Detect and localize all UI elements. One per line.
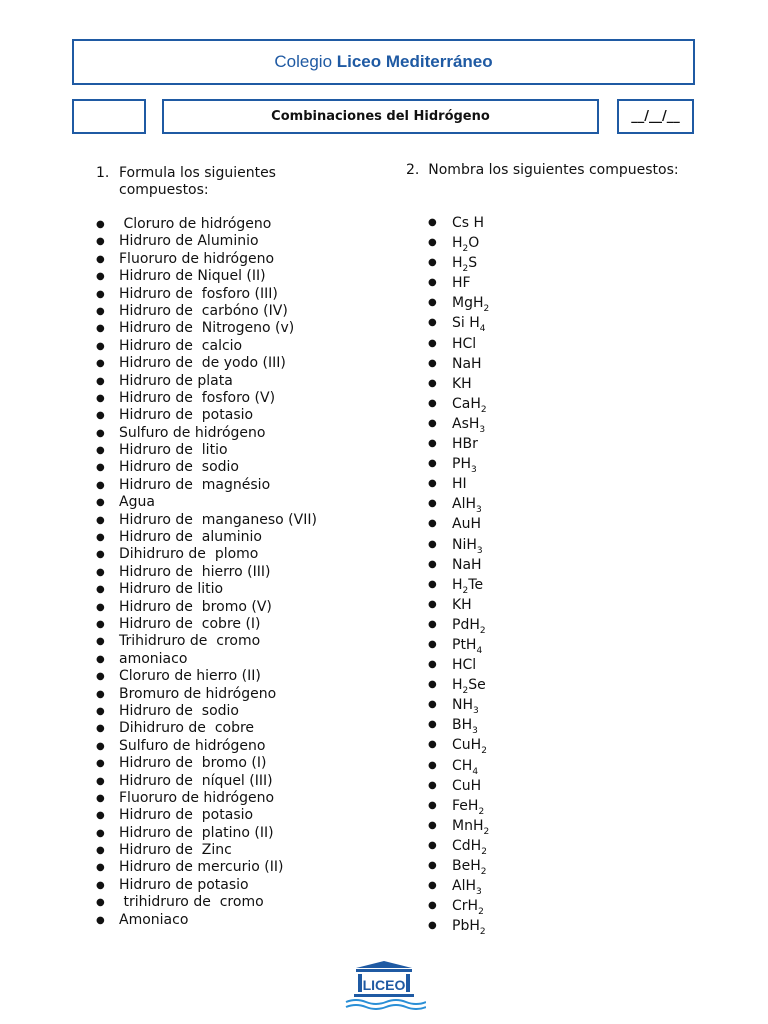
formula-item <box>428 474 489 494</box>
bullet-icon: ● <box>428 638 437 650</box>
bullet-icon: ● <box>96 410 105 422</box>
compound-name-text: Hidruro de Nitrogeno (v) <box>119 320 295 337</box>
bullet-icon: ● <box>428 438 437 450</box>
bullet-icon: ● <box>428 337 437 349</box>
compound-name-item <box>96 633 317 650</box>
formula-item <box>428 896 489 916</box>
compound-name-text: Hidruro de sodio <box>119 459 239 476</box>
compound-name-text: Sulfuro de hidrógeno <box>119 737 266 754</box>
formula-item <box>428 374 489 394</box>
bullet-icon: ● <box>428 860 437 871</box>
bullet-icon: ● <box>428 880 437 892</box>
formula-text: AlH$_3$ <box>452 496 482 516</box>
compound-name-item <box>96 755 317 772</box>
compound-name-text: Cloruro de hierro (II) <box>119 668 261 685</box>
bullet-icon: ● <box>428 538 437 550</box>
compound-name-item <box>96 373 317 390</box>
formula-text: AlH$_3$ <box>452 878 482 897</box>
school-logo-icon <box>342 960 426 1010</box>
compound-name-text: Hidruro de aluminio <box>119 529 262 546</box>
bullet-icon: ● <box>428 458 437 470</box>
bullet-icon: ● <box>96 479 105 491</box>
bullet-icon: ● <box>96 236 105 248</box>
formula-item <box>428 334 489 354</box>
compound-name-item <box>96 442 317 459</box>
bullet-icon: ● <box>96 427 105 439</box>
formula-text: MnH$_2$ <box>452 817 490 837</box>
bullet-icon: ● <box>428 920 437 932</box>
formula-text: AsH$_3$ <box>452 415 486 435</box>
date-box <box>617 99 694 134</box>
bullet-icon: ● <box>428 518 437 530</box>
bullet-icon: ● <box>96 897 105 909</box>
bullet-icon: ● <box>96 827 105 839</box>
bullet-icon: ● <box>428 498 437 510</box>
formula-item <box>428 394 489 414</box>
formula-text: $H_2Te$ <box>452 576 484 596</box>
compound-name-item <box>96 546 317 563</box>
bullet-icon: ● <box>96 462 105 474</box>
compound-name-text: Hidruro de bromo (V) <box>119 598 272 615</box>
bullet-icon: ● <box>96 566 105 578</box>
compound-name-item <box>96 825 317 842</box>
formula-item <box>428 735 489 755</box>
compound-name-text: Hidruro de platino (II) <box>119 824 274 841</box>
section1-instruction: Formula los siguientes compuestos: <box>119 165 276 198</box>
formula-item <box>428 233 489 253</box>
bullet-icon: ● <box>428 679 437 691</box>
formulas-list <box>428 213 489 936</box>
compound-name-item <box>96 894 317 911</box>
bullet-icon: ● <box>96 358 105 370</box>
bullet-icon: ● <box>428 739 437 751</box>
compound-name-text: Amoniaco <box>119 911 189 928</box>
compound-name-item <box>96 877 317 894</box>
formula-item <box>428 293 489 313</box>
compound-name-text: Hidruro de Zinc <box>119 842 232 859</box>
compound-name-text: Hidruro de magnésio <box>119 476 271 493</box>
bullet-icon: ● <box>428 297 437 309</box>
compound-name-item <box>96 320 317 337</box>
formula-text: CrH$_2$ <box>452 898 484 917</box>
formula-text: CuH$_2$ <box>452 737 487 757</box>
formula-text: CuH <box>452 777 482 794</box>
formula-text: CaH$_2$ <box>452 395 487 415</box>
formula-text: $H_2S$ <box>452 255 478 274</box>
compound-name-item <box>96 494 317 511</box>
formula-text: AuH <box>452 516 481 533</box>
compound-name-text: Hidruro de mercurio (II) <box>119 859 284 876</box>
formula-item <box>428 856 489 876</box>
compound-name-text: Fluoruro de hidrógeno <box>119 250 275 267</box>
compound-names-list <box>96 216 317 929</box>
formula-text: KH <box>452 596 472 613</box>
formula-item <box>428 213 489 233</box>
compound-name-text: Hidruro de sodio <box>119 702 239 719</box>
compound-name-text: Hidruro de calcio <box>119 337 243 354</box>
compound-name-text: Hidruro de litio <box>119 442 228 459</box>
school-name-bold: Liceo Mediterráneo <box>336 52 493 71</box>
formula-item <box>428 695 489 715</box>
formula-text: $PH_3$ <box>452 456 477 475</box>
compound-name-item <box>96 233 317 250</box>
bullet-icon: ● <box>96 305 105 317</box>
compound-name-item <box>96 581 317 598</box>
formula-item <box>428 494 489 514</box>
compound-name-text: Dihidruro de cobre <box>119 720 255 737</box>
formula-text: HCl <box>452 335 477 352</box>
compound-name-text: Hidruro de fosforo (V) <box>119 389 276 406</box>
formula-item <box>428 454 489 474</box>
compound-name-item <box>96 842 317 859</box>
compound-name-item <box>96 477 317 494</box>
bullet-icon: ● <box>96 288 105 300</box>
bullet-icon: ● <box>96 514 105 526</box>
section1-number: 1. <box>96 165 110 181</box>
compound-name-item <box>96 616 317 633</box>
formula-item <box>428 434 489 454</box>
formula-text: $NH_3$ <box>452 697 479 717</box>
formula-item <box>428 776 489 796</box>
bullet-icon: ● <box>96 705 105 717</box>
bullet-icon: ● <box>96 775 105 787</box>
formula-text: KH <box>452 375 472 392</box>
bullet-icon: ● <box>428 659 437 671</box>
bullet-icon: ● <box>96 340 105 352</box>
section2-number: 2. <box>406 162 420 178</box>
bullet-icon: ● <box>96 323 105 335</box>
formula-item <box>428 595 489 615</box>
formula-text: $BH_3$ <box>452 717 478 737</box>
compound-name-item <box>96 390 317 407</box>
bullet-icon: ● <box>96 810 105 822</box>
bullet-icon: ● <box>96 914 105 926</box>
school-prefix: Colegio <box>274 52 337 71</box>
compound-name-item <box>96 651 317 668</box>
compound-name-item <box>96 790 317 807</box>
formula-text: Cs H <box>452 215 485 231</box>
formula-item <box>428 514 489 534</box>
bullet-icon: ● <box>428 417 437 429</box>
bullet-icon: ● <box>96 445 105 457</box>
compound-name-text: Agua <box>119 494 155 511</box>
bullet-icon: ● <box>96 862 105 874</box>
formula-item <box>428 414 489 434</box>
header-box <box>72 39 695 85</box>
bullet-icon: ● <box>96 219 105 230</box>
compound-name-item <box>96 286 317 303</box>
bullet-icon: ● <box>96 671 105 683</box>
compound-name-text: Hidruro de Aluminio <box>119 233 259 250</box>
compound-name-item <box>96 738 317 755</box>
compound-name-text: trihidruro de cromo <box>119 894 264 911</box>
bullet-icon: ● <box>428 237 437 249</box>
compound-name-text: Hidruro de níquel (III) <box>119 772 273 789</box>
compound-name-item <box>96 668 317 685</box>
bullet-icon: ● <box>96 497 105 509</box>
compound-name-text: Trihidruro de cromo <box>119 633 261 650</box>
compound-name-item <box>96 268 317 285</box>
compound-name-item <box>96 338 317 355</box>
bullet-icon: ● <box>96 549 105 561</box>
bullet-icon: ● <box>96 392 105 404</box>
bullet-icon: ● <box>96 758 105 770</box>
formula-text: HBr <box>452 436 478 453</box>
bullet-icon: ● <box>428 699 437 711</box>
formula-text: $CH_4$ <box>452 757 479 777</box>
formula-item <box>428 555 489 575</box>
title-box <box>162 99 599 134</box>
compound-name-item <box>96 355 317 372</box>
formula-item <box>428 273 489 293</box>
formula-text: FeH$_2$ <box>452 797 485 817</box>
bullet-icon: ● <box>96 636 105 648</box>
compound-name-text: Hidruro de hierro (III) <box>119 563 271 580</box>
school-name <box>274 52 492 71</box>
compound-name-item <box>96 459 317 476</box>
bullet-icon: ● <box>428 578 437 590</box>
formula-text: BeH$_2$ <box>452 858 487 877</box>
compound-name-text: Hidruro de plata <box>119 372 233 389</box>
bullet-icon: ● <box>428 558 437 570</box>
section2-instruction: Nombra los siguientes compuestos: <box>428 162 679 178</box>
compound-name-text: Hidruro de fosforo (III) <box>119 285 278 302</box>
formula-item <box>428 675 489 695</box>
compound-name-item <box>96 564 317 581</box>
formula-item <box>428 816 489 836</box>
compound-name-item <box>96 303 317 320</box>
compound-name-text: Bromuro de hidrógeno <box>119 685 277 702</box>
formula-item <box>428 756 489 776</box>
worksheet-title: Combinaciones del Hidrógeno <box>271 109 490 124</box>
bullet-icon: ● <box>428 719 437 731</box>
bullet-icon: ● <box>428 397 437 409</box>
bullet-icon: ● <box>428 317 437 329</box>
formula-text: $H_2O$ <box>452 235 480 254</box>
bullet-icon: ● <box>428 257 437 269</box>
compound-name-item <box>96 216 317 233</box>
formula-item <box>428 313 489 333</box>
logo-text: LICEO <box>362 977 406 993</box>
bullet-icon: ● <box>96 792 105 804</box>
formula-text: PdH$_2$ <box>452 616 486 636</box>
bullet-icon: ● <box>428 598 437 610</box>
formula-item <box>428 575 489 595</box>
bullet-icon: ● <box>428 618 437 630</box>
formula-text: CdH$_2$ <box>452 837 487 857</box>
formula-text: Si $H_4$ <box>452 315 486 335</box>
compound-name-item <box>96 425 317 442</box>
compound-name-item <box>96 599 317 616</box>
compound-name-item <box>96 251 317 268</box>
compound-name-item <box>96 703 317 720</box>
compound-name-item <box>96 512 317 529</box>
formula-item <box>428 796 489 816</box>
formula-item <box>428 655 489 675</box>
formula-text: HI <box>452 476 467 493</box>
formula-item <box>428 253 489 273</box>
date-field: __/__/__ <box>631 109 680 124</box>
formula-text: PbH$_2$ <box>452 918 486 938</box>
compound-name-text: Hidruro de potasio <box>119 807 254 824</box>
bullet-icon: ● <box>428 819 437 831</box>
bullet-icon: ● <box>428 900 437 912</box>
compound-name-text: Hidruro de de yodo (III) <box>119 355 286 372</box>
compound-name-item <box>96 773 317 790</box>
compound-name-text: Hidruro de Niquel (II) <box>119 268 266 285</box>
formula-text: $H_2Se$ <box>452 677 486 696</box>
compound-name-text: Hidruro de carbóno (IV) <box>119 302 288 319</box>
bullet-icon: ● <box>96 253 105 265</box>
bullet-icon: ● <box>96 375 105 387</box>
compound-name-item <box>96 720 317 737</box>
compound-name-text: Hidruro de potasio <box>119 876 249 893</box>
formula-item <box>428 876 489 896</box>
formula-text: HCl <box>452 657 477 674</box>
compound-name-text: Hidruro de cobre (I) <box>119 615 261 632</box>
bullet-icon: ● <box>428 478 437 490</box>
formula-item <box>428 615 489 635</box>
compound-name-item <box>96 859 317 876</box>
bullet-icon: ● <box>428 779 437 791</box>
formula-item <box>428 836 489 856</box>
compound-name-text: Sulfuro de hidrógeno <box>119 424 266 441</box>
bullet-icon: ● <box>428 357 437 369</box>
formula-text: HF <box>452 275 471 292</box>
section2-heading <box>406 162 679 179</box>
formula-text: PtH$_4$ <box>452 636 483 656</box>
bullet-icon: ● <box>96 271 105 283</box>
formula-text: NaH <box>452 355 482 372</box>
bullet-icon: ● <box>96 653 105 665</box>
bullet-icon: ● <box>428 377 437 389</box>
compound-name-text: amoniaco <box>119 650 188 667</box>
formula-item <box>428 916 489 936</box>
compound-name-text: Fluoruro de hidrógeno <box>119 789 275 806</box>
name-field-box <box>72 99 146 134</box>
bullet-icon: ● <box>428 839 437 851</box>
bullet-icon: ● <box>96 618 105 630</box>
compound-name-text: Hidruro de litio <box>119 581 224 598</box>
bullet-icon: ● <box>428 799 437 811</box>
formula-item <box>428 354 489 374</box>
compound-name-text: Hidruro de bromo (I) <box>119 755 267 772</box>
compound-name-item <box>96 807 317 824</box>
compound-name-text: Hidruro de manganeso (VII) <box>119 511 317 528</box>
bullet-icon: ● <box>96 688 105 700</box>
bullet-icon: ● <box>428 217 437 228</box>
compound-name-item <box>96 686 317 703</box>
bullet-icon: ● <box>96 845 105 857</box>
bullet-icon: ● <box>96 723 105 735</box>
bullet-icon: ● <box>96 532 105 544</box>
compound-name-text: Dihidruro de plomo <box>119 546 259 563</box>
compound-name-item <box>96 529 317 546</box>
bullet-icon: ● <box>96 584 105 596</box>
bullet-icon: ● <box>96 601 105 613</box>
formula-text: NiH$_3$ <box>452 536 483 556</box>
bullet-icon: ● <box>428 277 437 289</box>
formula-item <box>428 635 489 655</box>
formula-text: NaH <box>452 556 482 573</box>
compound-name-text: Cloruro de hidrógeno <box>119 216 272 232</box>
formula-text: MgH$_2$ <box>452 295 490 315</box>
bullet-icon: ● <box>96 740 105 752</box>
bullet-icon: ● <box>96 879 105 891</box>
formula-item <box>428 535 489 555</box>
compound-name-item <box>96 912 317 929</box>
compound-name-text: Hidruro de potasio <box>119 407 254 424</box>
formula-item <box>428 715 489 735</box>
compound-name-item <box>96 407 317 424</box>
bullet-icon: ● <box>428 759 437 771</box>
